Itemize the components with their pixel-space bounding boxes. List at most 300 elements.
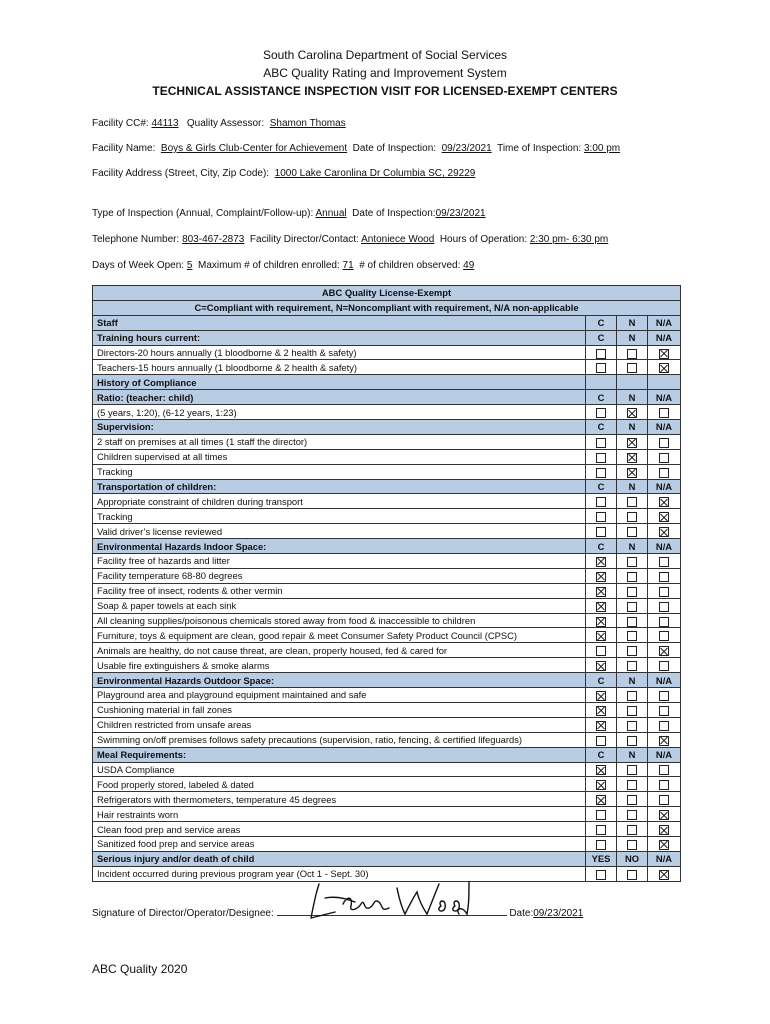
checklist-row: [93, 613, 681, 628]
checklist-row: [93, 524, 681, 539]
item-label: Playground area and playground equipment maintained and safe: [93, 688, 586, 703]
item-label: Directors-20 hours annually (1 bloodborne & 2 health & safety): [93, 345, 586, 360]
column-header-c: C: [586, 330, 617, 345]
cell-na: [648, 628, 681, 643]
signature-label: Signature of Director/Operator/Designee:: [92, 908, 274, 919]
section-title: History of Compliance: [93, 375, 586, 390]
checkbox-na[interactable]: [659, 527, 669, 537]
cell-c: [586, 792, 617, 807]
cell-na: [648, 494, 681, 509]
checkbox-c[interactable]: [596, 780, 606, 790]
checklist-row: [93, 494, 681, 509]
checklist-row: [93, 643, 681, 658]
item-label: Children supervised at all times: [93, 449, 586, 464]
checklist-row: [93, 822, 681, 837]
director-value: Antoniece Wood: [361, 234, 435, 245]
item-label: Tracking: [93, 464, 586, 479]
type-value: Annual: [315, 208, 347, 219]
cell-n: [617, 568, 648, 583]
checklist-row: [93, 717, 681, 732]
section-header-row: [93, 390, 681, 405]
max-value: 71: [342, 260, 354, 271]
checkbox-na[interactable]: [659, 825, 669, 835]
cell-na: [648, 688, 681, 703]
cell-n: [617, 836, 648, 851]
item-label: Animals are healthy, do not cause threat, are clean, properly housed, fed & cared for: [93, 643, 586, 658]
cell-n: [617, 658, 648, 673]
cell-c: [586, 628, 617, 643]
cell-c: [586, 688, 617, 703]
checkbox-na[interactable]: [659, 870, 669, 880]
column-header-n: N: [617, 315, 648, 330]
checkbox-c[interactable]: [596, 661, 606, 671]
column-header-n: [617, 375, 648, 390]
checkbox-n[interactable]: [627, 691, 637, 701]
column-header-na: N/A: [648, 390, 681, 405]
cell-c: [586, 866, 617, 881]
column-header-c: C: [586, 747, 617, 762]
cell-n: [617, 702, 648, 717]
cell-na: [648, 732, 681, 747]
assessor-value: Shamon Thomas: [269, 118, 346, 129]
cell-c: [586, 702, 617, 717]
cell-na: [648, 524, 681, 539]
cell-c: [586, 464, 617, 479]
cell-na: [648, 717, 681, 732]
cell-c: [586, 658, 617, 673]
item-label: Appropriate constraint of children during transport: [93, 494, 586, 509]
hours-value: 2:30 pm- 6:30 pm: [529, 234, 609, 245]
cell-n: [617, 345, 648, 360]
days-label: Days of Week Open:: [92, 260, 185, 271]
date-value: 09/23/2021: [441, 143, 492, 154]
cell-n: [617, 777, 648, 792]
checkbox-na[interactable]: [659, 780, 669, 790]
days-line: [92, 260, 474, 271]
cell-na: [648, 434, 681, 449]
checklist-row: [93, 583, 681, 598]
header-title-line1: South Carolina Department of Social Services: [262, 48, 508, 62]
checklist-row: [93, 732, 681, 747]
checkbox-c[interactable]: [596, 602, 606, 612]
column-header-na: [648, 375, 681, 390]
checkbox-na[interactable]: [659, 602, 669, 612]
column-header-na: N/A: [648, 330, 681, 345]
date2-value: 09/23/2021: [435, 208, 486, 219]
checkbox-n[interactable]: [627, 512, 637, 522]
checkbox-n[interactable]: [627, 617, 637, 627]
checklist-row: [93, 702, 681, 717]
checklist-row: [93, 434, 681, 449]
cell-c: [586, 494, 617, 509]
section-header-row: [93, 747, 681, 762]
checkbox-n[interactable]: [627, 587, 637, 597]
checkbox-n[interactable]: [627, 349, 637, 359]
type-label: Type of Inspection (Annual, Complaint/Follow-up):: [92, 208, 314, 219]
checklist-row: [93, 658, 681, 673]
item-label: Usable fire extinguishers & smoke alarms: [93, 658, 586, 673]
cell-n: [617, 822, 648, 837]
column-header-c: C: [586, 539, 617, 554]
signature-date-value: 09/23/2021: [533, 908, 584, 919]
cell-na: [648, 822, 681, 837]
column-header-na: N/A: [648, 479, 681, 494]
item-label: Furniture, toys & equipment are clean, good repair & meet Consumer Safety Product Council (CPSC): [93, 628, 586, 643]
checklist-row: [93, 464, 681, 479]
director-label: Facility Director/Contact:: [249, 234, 359, 245]
checkbox-na[interactable]: [659, 631, 669, 641]
checklist-row: [93, 792, 681, 807]
checkbox-n[interactable]: [627, 557, 637, 567]
checkbox-n[interactable]: [627, 721, 637, 731]
cell-n: [617, 732, 648, 747]
cell-c: [586, 524, 617, 539]
checklist-row: [93, 568, 681, 583]
checkbox-na[interactable]: [659, 468, 669, 478]
cell-na: [648, 405, 681, 420]
column-header-na: N/A: [648, 747, 681, 762]
checklist-row: [93, 807, 681, 822]
checkbox-na[interactable]: [659, 691, 669, 701]
cell-na: [648, 345, 681, 360]
checklist-row: [93, 777, 681, 792]
section-header-row: [93, 315, 681, 330]
cell-na: [648, 702, 681, 717]
cell-n: [617, 464, 648, 479]
checkbox-na[interactable]: [659, 646, 669, 656]
date-label: Date of Inspection:: [352, 143, 437, 154]
address-label: Facility Address (Street, City, Zip Code):: [92, 168, 270, 179]
table-title-2: C=Compliant with requirement, N=Noncompliant with requirement, N/A non-applicable: [93, 300, 681, 315]
checkbox-c[interactable]: [596, 631, 606, 641]
cell-n: [617, 583, 648, 598]
checkbox-na[interactable]: [659, 453, 669, 463]
cell-na: [648, 866, 681, 881]
cell-c: [586, 613, 617, 628]
checkbox-n[interactable]: [627, 840, 637, 850]
column-header-na: N/A: [648, 539, 681, 554]
cell-c: [586, 762, 617, 777]
column-header-na: N/A: [648, 673, 681, 688]
address-line: [92, 168, 475, 179]
column-header-c: C: [586, 315, 617, 330]
section-header-row: [93, 420, 681, 435]
checkbox-n[interactable]: [627, 736, 637, 746]
item-label: Facility free of insect, rodents & other vermin: [93, 583, 586, 598]
column-header-c: YES: [586, 851, 617, 866]
cell-n: [617, 688, 648, 703]
checkbox-c[interactable]: [596, 587, 606, 597]
section-title: Serious injury and/or death of child: [93, 851, 586, 866]
cell-na: [648, 658, 681, 673]
cell-c: [586, 554, 617, 569]
item-label: USDA Compliance: [93, 762, 586, 777]
checkbox-n[interactable]: [627, 602, 637, 612]
assessor-label: Quality Assessor:: [186, 118, 265, 129]
column-header-n: N: [617, 330, 648, 345]
cell-c: [586, 777, 617, 792]
hours-label: Hours of Operation:: [439, 234, 528, 245]
column-header-n: N: [617, 747, 648, 762]
section-title: Environmental Hazards Indoor Space:: [93, 539, 586, 554]
checkbox-n[interactable]: [627, 527, 637, 537]
section-header-row: [93, 539, 681, 554]
checkbox-c[interactable]: [596, 468, 606, 478]
cell-n: [617, 628, 648, 643]
checkbox-na[interactable]: [659, 721, 669, 731]
table-title-1: ABC Quality License-Exempt: [93, 286, 681, 301]
item-label: Facility free of hazards and litter: [93, 554, 586, 569]
checkbox-c[interactable]: [596, 497, 606, 507]
item-label: Hair restraints worn: [93, 807, 586, 822]
checklist-row: [93, 345, 681, 360]
column-header-n: NO: [617, 851, 648, 866]
cell-na: [648, 568, 681, 583]
observed-value: 49: [463, 260, 475, 271]
section-header-row: [93, 851, 681, 866]
checkbox-na[interactable]: [659, 661, 669, 671]
checkbox-n[interactable]: [627, 870, 637, 880]
cell-c: [586, 568, 617, 583]
cell-c: [586, 509, 617, 524]
column-header-n: N: [617, 479, 648, 494]
checkbox-c[interactable]: [596, 363, 606, 373]
checkbox-n[interactable]: [627, 363, 637, 373]
checkbox-c[interactable]: [596, 349, 606, 359]
cell-na: [648, 554, 681, 569]
cell-na: [648, 449, 681, 464]
checkbox-n[interactable]: [627, 631, 637, 641]
cell-c: [586, 598, 617, 613]
column-header-na: N/A: [648, 851, 681, 866]
checkbox-na[interactable]: [659, 587, 669, 597]
cell-na: [648, 613, 681, 628]
section-header-row: [93, 673, 681, 688]
item-label: Tracking: [93, 509, 586, 524]
checkbox-n[interactable]: [627, 438, 637, 448]
item-label: Food properly stored, labeled & dated: [93, 777, 586, 792]
cell-c: [586, 345, 617, 360]
cell-na: [648, 464, 681, 479]
cell-n: [617, 866, 648, 881]
cell-n: [617, 762, 648, 777]
section-title: Supervision:: [93, 420, 586, 435]
column-header-c: C: [586, 390, 617, 405]
cell-n: [617, 449, 648, 464]
checkbox-n[interactable]: [627, 780, 637, 790]
checkbox-c[interactable]: [596, 512, 606, 522]
column-header-na: N/A: [648, 315, 681, 330]
checkbox-n[interactable]: [627, 572, 637, 582]
checkbox-n[interactable]: [627, 646, 637, 656]
cell-n: [617, 434, 648, 449]
time-value: 3:00 pm: [583, 143, 621, 154]
cell-c: [586, 583, 617, 598]
item-label: (5 years, 1:20), (6-12 years, 1:23): [93, 405, 586, 420]
section-title: Meal Requirements:: [93, 747, 586, 762]
item-label: Valid driver’s license reviewed: [93, 524, 586, 539]
footer-text: ABC Quality 2020: [92, 962, 188, 976]
column-header-n: N: [617, 673, 648, 688]
item-label: Swimming on/off premises follows safety precautions (supervision, ratio, fencing, & certified lifeguards): [93, 732, 586, 747]
checkbox-na[interactable]: [659, 557, 669, 567]
checkbox-na[interactable]: [659, 408, 669, 418]
column-header-n: N: [617, 390, 648, 405]
item-label: Teachers-15 hours annually (1 bloodborne & 2 health & safety): [93, 360, 586, 375]
cell-n: [617, 792, 648, 807]
checkbox-c[interactable]: [596, 527, 606, 537]
section-title: Staff: [93, 315, 586, 330]
checkbox-n[interactable]: [627, 825, 637, 835]
cell-c: [586, 807, 617, 822]
checkbox-na[interactable]: [659, 810, 669, 820]
checkbox-n[interactable]: [627, 468, 637, 478]
checkbox-na[interactable]: [659, 795, 669, 805]
checklist-row: [93, 509, 681, 524]
cell-c: [586, 717, 617, 732]
cell-c: [586, 405, 617, 420]
checkbox-n[interactable]: [627, 810, 637, 820]
checkbox-c[interactable]: [596, 721, 606, 731]
facility-cc-value: 44113: [151, 118, 179, 129]
cell-c: [586, 732, 617, 747]
cell-c: [586, 836, 617, 851]
cell-n: [617, 598, 648, 613]
cell-n: [617, 405, 648, 420]
cell-c: [586, 434, 617, 449]
cell-na: [648, 583, 681, 598]
checkbox-n[interactable]: [627, 453, 637, 463]
checkbox-c[interactable]: [596, 706, 606, 716]
cell-n: [617, 360, 648, 375]
max-label: Maximum # of children enrolled:: [198, 260, 340, 271]
item-label: Refrigerators with thermometers, temperature 45 degrees: [93, 792, 586, 807]
column-header-c: C: [586, 673, 617, 688]
date2-label: Date of Inspection:: [352, 208, 436, 219]
facility-name-line: [92, 143, 620, 154]
column-header-na: N/A: [648, 420, 681, 435]
checkbox-na[interactable]: [659, 617, 669, 627]
address-value: 1000 Lake Caronlina Dr Columbia SC, 29229: [274, 168, 476, 179]
checkbox-na[interactable]: [659, 349, 669, 359]
checkbox-c[interactable]: [596, 691, 606, 701]
cell-n: [617, 554, 648, 569]
checkbox-na[interactable]: [659, 512, 669, 522]
checkbox-na[interactable]: [659, 736, 669, 746]
checklist-table: [92, 285, 681, 882]
checkbox-c[interactable]: [596, 572, 606, 582]
phone-value: 803-467-2873: [182, 234, 245, 245]
checkbox-na[interactable]: [659, 840, 669, 850]
checkbox-n[interactable]: [627, 408, 637, 418]
cell-n: [617, 509, 648, 524]
time-label: Time of Inspection:: [497, 143, 582, 154]
cell-n: [617, 643, 648, 658]
checklist-row: [93, 836, 681, 851]
checkbox-na[interactable]: [659, 497, 669, 507]
cell-na: [648, 360, 681, 375]
item-label: 2 staff on premises at all times (1 staff the director): [93, 434, 586, 449]
item-label: Cushioning material in fall zones: [93, 702, 586, 717]
column-header-n: N: [617, 420, 648, 435]
checkbox-c[interactable]: [596, 646, 606, 656]
item-label: Children restricted from unsafe areas: [93, 717, 586, 732]
facility-cc-line: [92, 118, 346, 129]
checkbox-na[interactable]: [659, 438, 669, 448]
checkbox-n[interactable]: [627, 795, 637, 805]
section-header-row: [93, 479, 681, 494]
checkbox-n[interactable]: [627, 497, 637, 507]
checkbox-na[interactable]: [659, 706, 669, 716]
checkbox-c[interactable]: [596, 438, 606, 448]
column-header-c: C: [586, 420, 617, 435]
checkbox-c[interactable]: [596, 840, 606, 850]
checklist-row: [93, 688, 681, 703]
item-label: Clean food prep and service areas: [93, 822, 586, 837]
checklist-row: [93, 598, 681, 613]
checkbox-c[interactable]: [596, 453, 606, 463]
checkbox-n[interactable]: [627, 765, 637, 775]
checkbox-c[interactable]: [596, 617, 606, 627]
section-title: Environmental Hazards Outdoor Space:: [93, 673, 586, 688]
cell-c: [586, 643, 617, 658]
signature-date-label: Date:: [509, 908, 534, 919]
handwritten-signature: [305, 876, 475, 922]
section-title: Ratio: (teacher: child): [93, 390, 586, 405]
cell-c: [586, 449, 617, 464]
cell-na: [648, 807, 681, 822]
item-label: Incident occurred during previous program year (Oct 1 - Sept. 30): [93, 866, 586, 881]
cell-c: [586, 822, 617, 837]
checkbox-c[interactable]: [596, 825, 606, 835]
cell-n: [617, 717, 648, 732]
item-label: Facility temperature 68-80 degrees: [93, 568, 586, 583]
checkbox-c[interactable]: [596, 795, 606, 805]
cell-n: [617, 524, 648, 539]
checkbox-n[interactable]: [627, 661, 637, 671]
checkbox-n[interactable]: [627, 706, 637, 716]
cell-na: [648, 792, 681, 807]
checkbox-na[interactable]: [659, 572, 669, 582]
checkbox-na[interactable]: [659, 765, 669, 775]
checkbox-c[interactable]: [596, 408, 606, 418]
cell-na: [648, 777, 681, 792]
checkbox-c[interactable]: [596, 557, 606, 567]
cell-n: [617, 807, 648, 822]
checklist-row: [93, 762, 681, 777]
cell-n: [617, 494, 648, 509]
checklist-row: [93, 554, 681, 569]
cell-n: [617, 613, 648, 628]
phone-line: [92, 234, 608, 245]
checkbox-c[interactable]: [596, 736, 606, 746]
facility-name-label: Facility Name:: [92, 143, 156, 154]
cell-na: [648, 762, 681, 777]
cell-na: [648, 836, 681, 851]
item-label: All cleaning supplies/poisonous chemicals stored away from food & inaccessible to children: [93, 613, 586, 628]
checklist-row: [93, 405, 681, 420]
column-header-c: [586, 375, 617, 390]
item-label: Soap & paper towels at each sink: [93, 598, 586, 613]
column-header-c: C: [586, 479, 617, 494]
checkbox-c[interactable]: [596, 870, 606, 880]
cell-na: [648, 598, 681, 613]
checkbox-c[interactable]: [596, 765, 606, 775]
checklist-row: [93, 360, 681, 375]
header-title-line3: TECHNICAL ASSISTANCE INSPECTION VISIT FOR LICENSED-EXEMPT CENTERS: [152, 84, 618, 98]
checkbox-c[interactable]: [596, 810, 606, 820]
checkbox-na[interactable]: [659, 363, 669, 373]
